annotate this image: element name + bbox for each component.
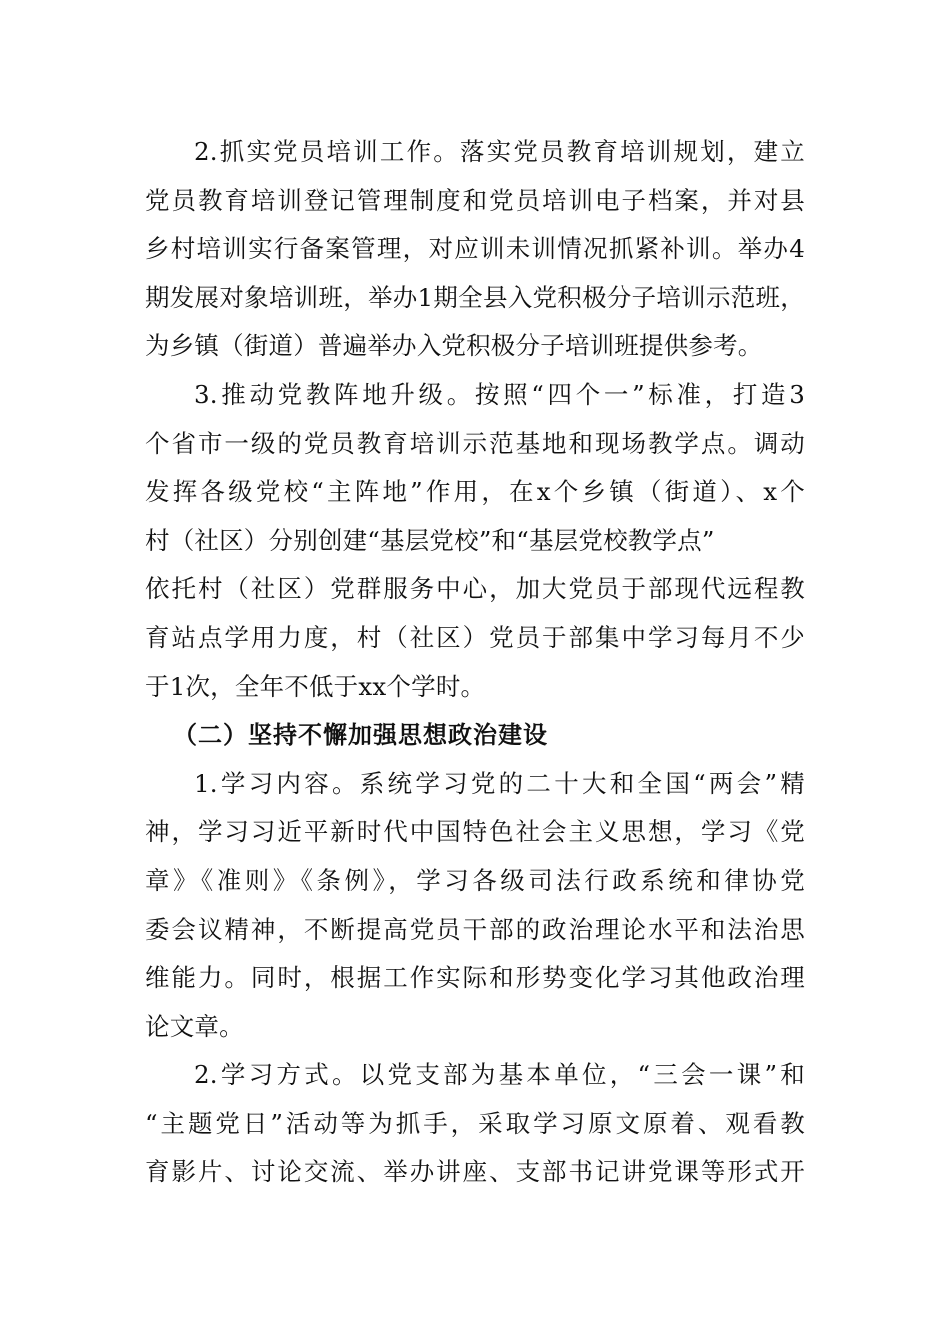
text-line: 章》《准则》《条例》，学习各级司法行政系统和律协党 <box>145 865 805 895</box>
text-line: 乡村培训实行备案管理，对应训未训情况抓紧补训。举办4 <box>145 234 805 264</box>
text-line: 3.推动党教阵地升级。按照“四个一”标准，打造3 <box>194 379 805 409</box>
text-line: 1.学习内容。系统学习党的二十大和全国“两会”精 <box>194 768 805 798</box>
text-line: 个省市一级的党员教育培训示范基地和现场教学点。调动 <box>145 428 805 458</box>
text-line: “主题党日”活动等为抓手，采取学习原文原着、观看教 <box>145 1108 805 1138</box>
text-line: 维能力。同时，根据工作实际和形势变化学习其他政治理 <box>145 963 805 993</box>
text-line: 为乡镇（街道）普遍举办入党积极分子培训班提供参考。 <box>145 331 763 361</box>
document-body <box>145 128 805 1197</box>
text-line: 育站点学用力度，村（社区）党员于部集中学习每月不少 <box>145 622 805 652</box>
text-line: 发挥各级党校“主阵地”作用，在x个乡镇（街道）、x个 <box>145 477 805 507</box>
text-line: 党员教育培训登记管理制度和党员培训电子档案，并对县 <box>145 185 805 215</box>
text-line: 论文章。 <box>145 1011 244 1041</box>
text-line: 村（社区）分别创建“基层党校”和“基层党校教学点” <box>145 525 715 555</box>
paragraph-study-method <box>145 1051 805 1197</box>
text-line: 委会议精神，不断提高党员干部的政治理论水平和法治思 <box>145 914 805 944</box>
text-line: 2.学习方式。以党支部为基本单位，“三会一课”和 <box>194 1060 805 1090</box>
text-line: 2.抓实党员培训工作。落实党员教育培训规划，建立 <box>194 137 805 166</box>
text-line: 育影片、讨论交流、举办讲座、支部书记讲党课等形式开 <box>145 1157 805 1187</box>
paragraph-party-member-training <box>145 128 805 371</box>
text-line: 神，学习习近平新时代中国特色社会主义思想，学习《党 <box>145 817 805 847</box>
text-line: 依托村（社区）党群服务中心，加大党员于部现代远程教 <box>145 574 805 604</box>
paragraph-education-base-upgrade <box>145 371 805 711</box>
paragraph-study-content <box>145 760 805 1052</box>
text-line: 期发展对象培训班，举办1期全县入党积极分子培训示范班， <box>145 282 805 312</box>
text-line: 于1次，全年不低于xx个学时。 <box>145 671 486 701</box>
section-heading: （二）坚持不懈加强思想政治建设 <box>173 721 548 750</box>
